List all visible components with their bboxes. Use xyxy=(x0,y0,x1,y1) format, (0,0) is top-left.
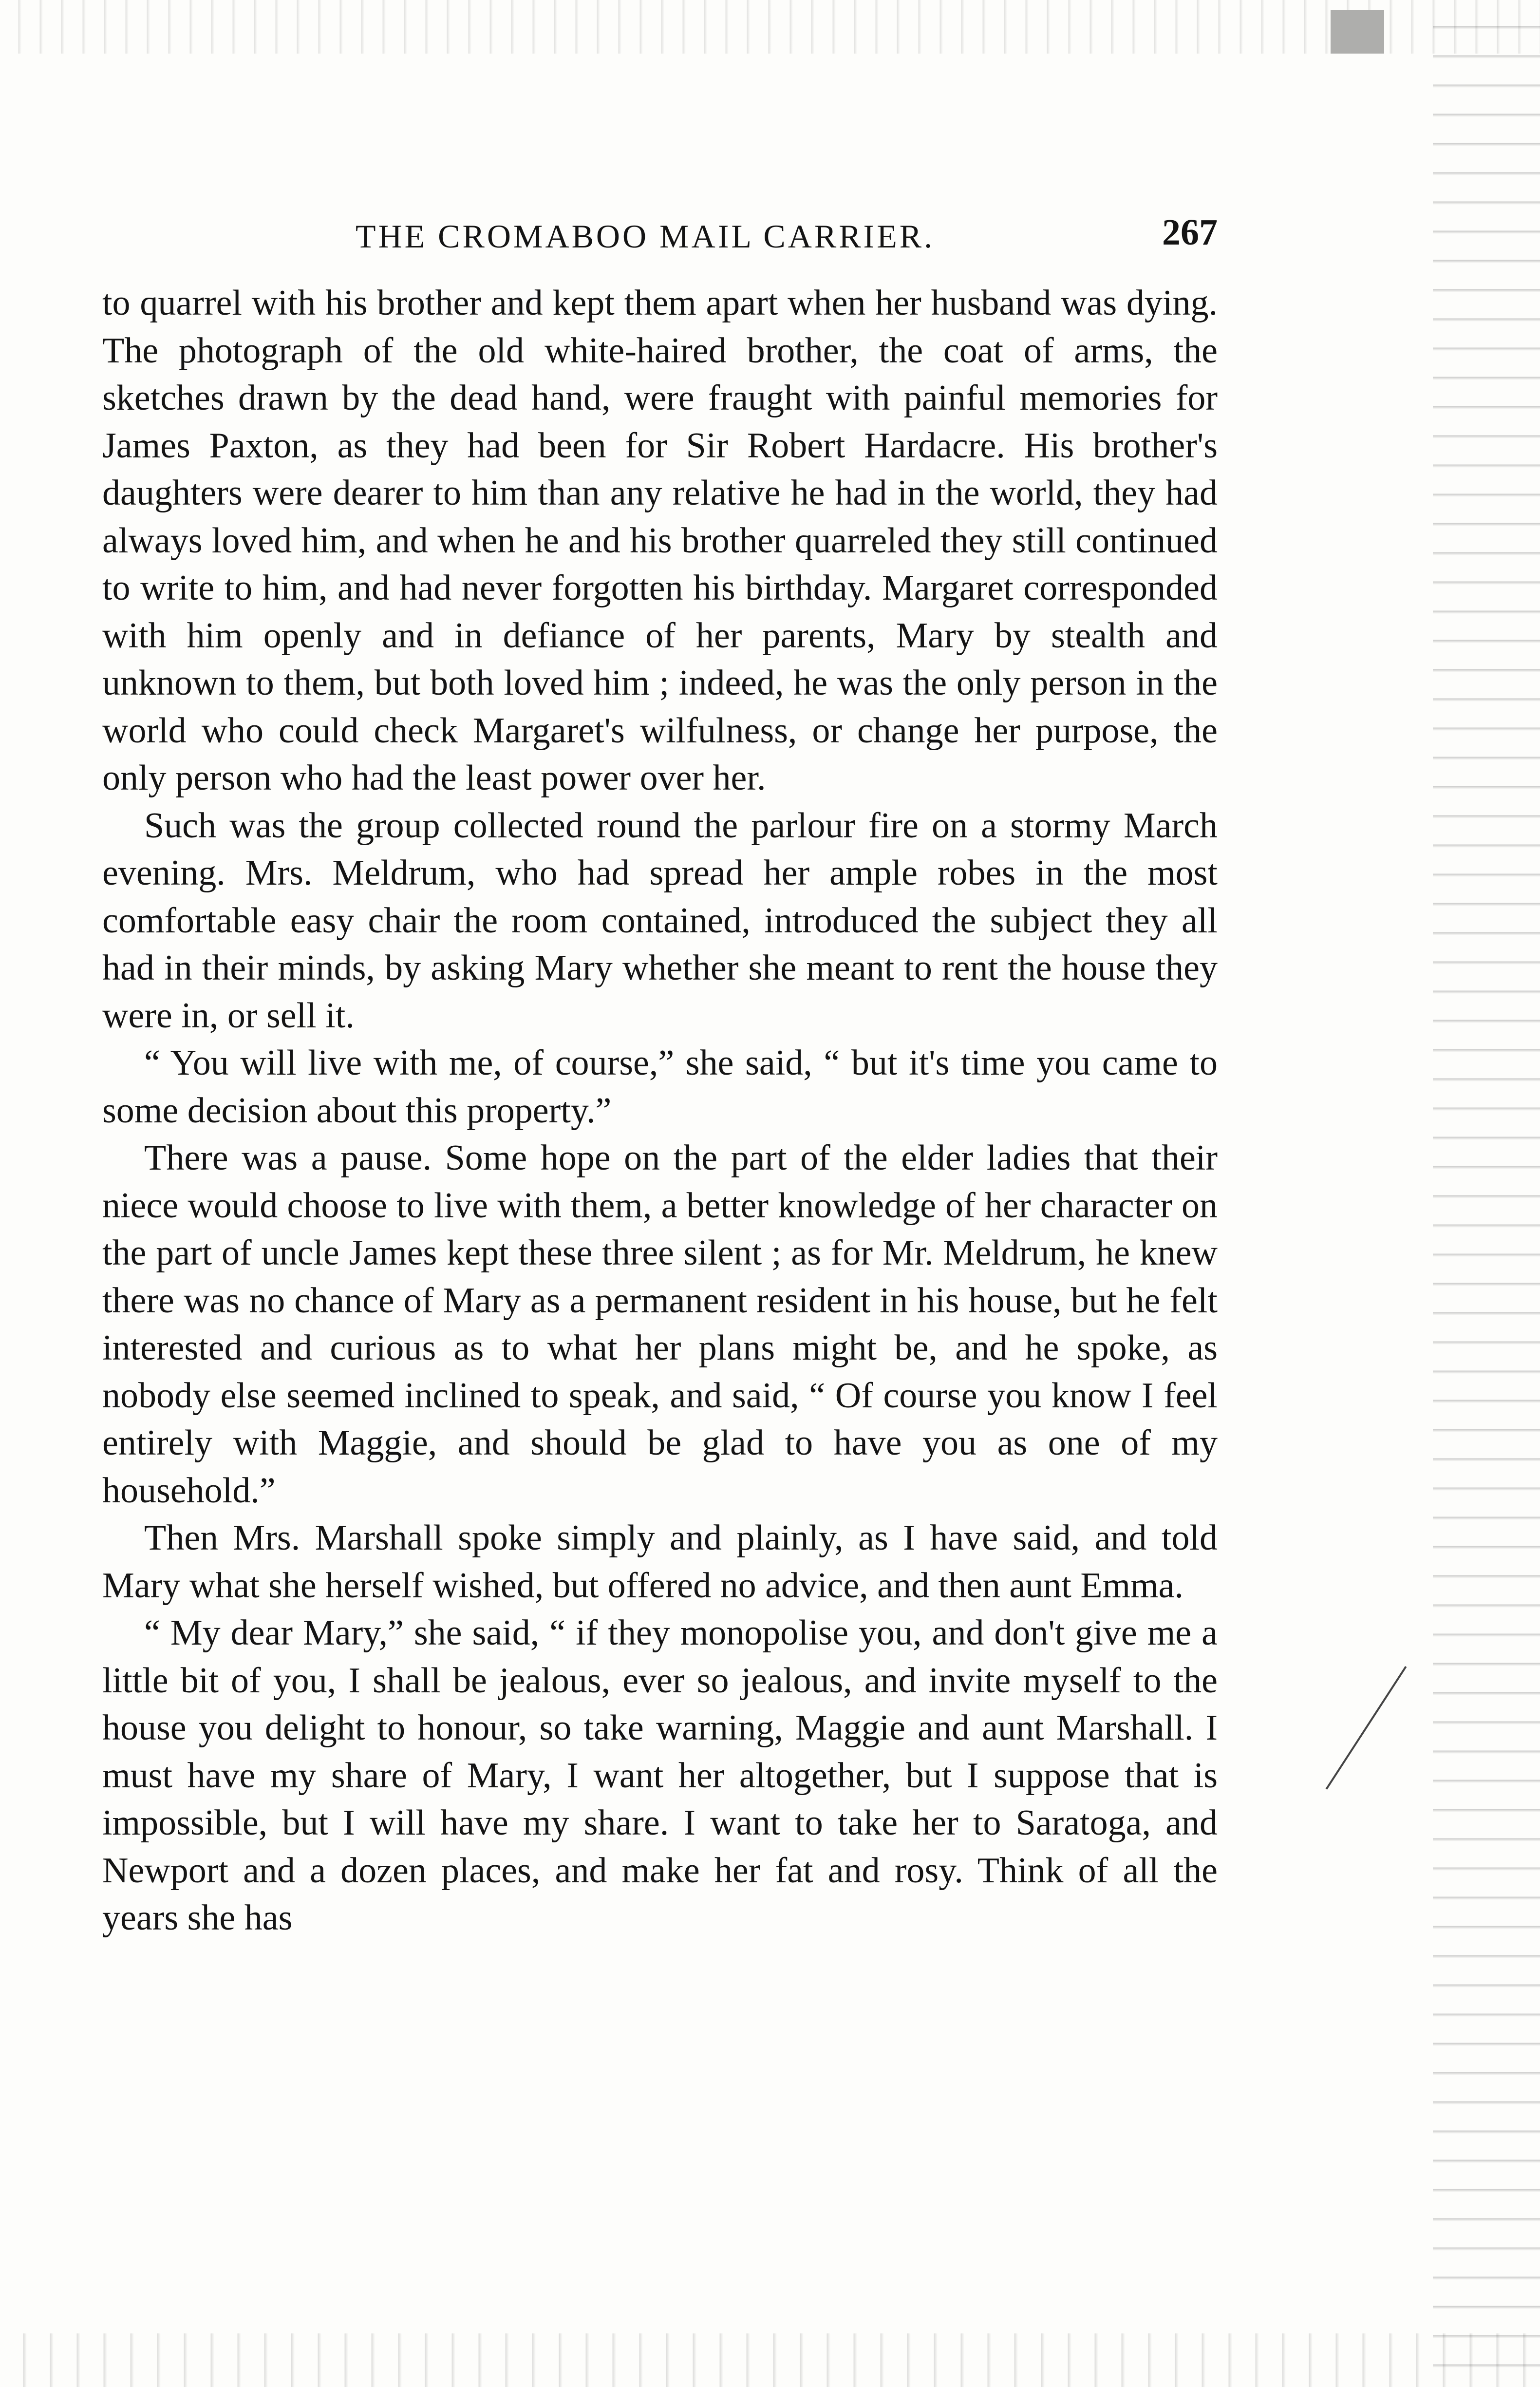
paragraph: Such was the group collected round the parlour fire on a stormy March evening. Mrs. Meldrum, who had spread her ample robes in the most comfortable easy chair the room contained, introduced the subject they all had in their minds, by asking Mary whether she meant to rent the house they were in, or sell it. xyxy=(102,805,1218,1036)
margin-pencil-mark xyxy=(1326,1666,1407,1790)
paragraph: There was a pause. Some hope on the part of the elder ladies that their niece would choose to live with them, a better knowledge of her character on the part of uncle James kept these three silent ; as for Mr. Meldrum, he knew there was no chance of Mary as a permanent resident in his house, but he felt interested and curious as to what her plans might be, and he spoke, as nobody else seemed inclined to speak, and said, “ Of course you know I feel entirely with Maggie, and should be glad to have you as one of my household.” xyxy=(102,1138,1218,1511)
scan-edge-top xyxy=(0,0,1540,54)
paragraph: “ You will live with me, of course,” she said, “ but it's time you came to some decision about this property.” xyxy=(102,1043,1218,1131)
paragraph-continued: to quarrel with his brother and kept them apart when her husband was dying. The photograph of the old white-haired brother, the coat of arms, the sketches drawn by the dead hand, were fraught with painful memories for James Paxton, as they had been for Sir Robert Hardacre. His brother's daughters were dearer to him than any relative he had in the world, they had always loved him, and when he and his brother quarreled they still continued to write to him, and had never forgotten his birthday. Margaret corresponded with him openly and in defiance of her parents, Mary by stealth and unknown to them, but both loved him ; indeed, he was the only person in the world who could check Margaret's wilfulness, or change her purpose, the only person who had the least power over her. xyxy=(102,283,1218,798)
paragraph: “ My dear Mary,” she said, “ if they monopolise you, and don't give me a little bit of you, I shall be jealous, ever so jealous, and invite myself to the house you delight to honour, so take warning, Maggie and aunt Marshall. I must have my share of Mary, I want her altogether, but I suppose that is impossible, but I will have my share. I want to take her to Saratoga, and Newport and a dozen places, and make her fat and rosy. Think of all the years she has xyxy=(102,1613,1218,1938)
scan-edge-bottom xyxy=(0,2333,1540,2387)
page-number: 267 xyxy=(1162,212,1218,253)
scan-edge-right xyxy=(1433,0,1540,2387)
body-text xyxy=(102,280,1218,2102)
paragraph: Then Mrs. Marshall spoke simply and plainly, as I have said, and told Mary what she herself wished, but offered no advice, and then aunt Emma. xyxy=(102,1518,1218,1606)
page-header xyxy=(102,205,1218,263)
running-title: THE CROMABOO MAIL CARRIER. xyxy=(356,218,935,255)
